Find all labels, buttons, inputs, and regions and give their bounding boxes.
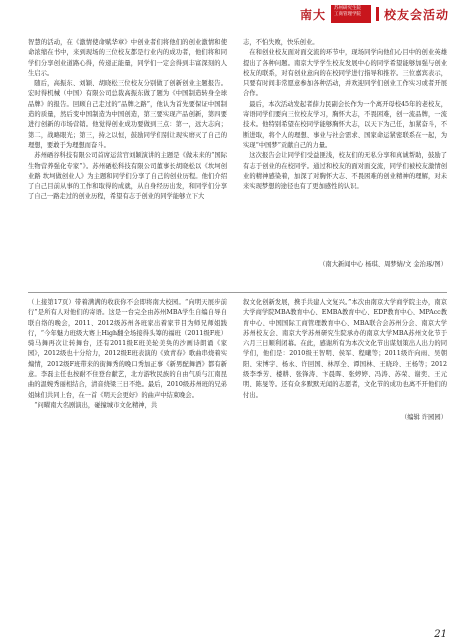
header-brand: 南大: [299, 7, 326, 22]
section-divider: [28, 292, 447, 293]
article-top-right-column: [243, 38, 447, 251]
header-logo: 苏州研究生院 工商管理学院: [331, 5, 371, 23]
header-section-title: 校友会活动: [383, 7, 449, 22]
paragraph: 在和创业校友面对面交流的环节中，现场同学向他们心目中的创业英雄提出了各种问题。南京大学学生校友发展中心的同学希望能够加强与创业校友的联系，对有创业意向的在校同学进行指导和推荐。三位嘉宾表示，只要有时间非常愿意参加各种活动，并欢迎同学们创业工作实习或者开展合作。: [243, 49, 447, 98]
page-number: 21: [434, 629, 447, 640]
paragraph: 随后，高振东、刘颖、胡晓松三位校友分别做了创新创业主题报告。宏时得机械（中国）有限公司总裁高振东做了题为《中国制造转身全球品牌》的报告。回顾自己走过的“品牌之路”，他认为首先要保证中国制造的质量，然后变中国制造为中国创造，第三要实现产品创新，第四要进行创新的市场营销。他觉得创业成功要做到三点：第一，远大志向；第二，战略眼光；第三，持之以恒，鼓励同学们别让现实磨灭了自己的理想，要敢于为理想而奋斗。: [28, 80, 227, 149]
paragraph: 叙文化创新发展，携手共建人文复兴。”本次由南京大学商学院主办，南京大学商学院MBA教育中心、EMBA教育中心、EDP教育中心、MPAcc教育中心、中国国际工商管理教育中心、MBA联合会苏州分会、南京大学苏州校友会、南京大学苏州研究生院承办的南京大学MBA苏州文化节于六月三日顺利闭幕。在此，感谢所有为本次文化节出谋划策出人出力的同学们，他们是：2010级王智明、侯军、程曦等；2011级许向雨、吴朝阳、宋博宇、杨永、许回国、林厚全、谭国林、王晓玲、王杨等；2012级李季芳、楼耕、张锋涛、卞晨晖、张婷婷、冯涛、苏荣、谢奕、王元明、陈旻等。还有众多默默无闻的志愿者，文化节的成功也离不开他们的付出。: [243, 299, 447, 399]
paragraph: （上接第17页）带着满满的收获你不会即将南大校园。“向明天展步前行”是所有人对他们的寄语。这是一台完全由苏州MBA学生自编自导自联自络的晚会，2011、2012级苏州各班家出着家节目为师兄师姐践行，“今年魅力班级大赛上High翻全场接得头筹的福班（2011级F班）骑马舞再次让转舞台，还有2011级E班美轮美奂的沙画诗朗诵《家园》，2012级也十分给力，2012级E班表演的《致青春》歌曲串烧着实煽情，2012级F班带来的街舞秀的晚口秀加正事《新男配舞酒》都有新意。李磊主任也按耐不住登台献艺，北方游牧民族的自由气质与江南昆曲的温婉秀丽相结合，清音绕梁三日不绝。最后，2010级苏州班的兄弟姐妹们共同上台，在一首《明天会更好》的曲声中结束晚会。: [28, 299, 227, 399]
paragraph: 这次报告会让同学们受益匪浅，校友们的无私分享和真诚帮助，鼓励了有志于创业的在校同学。通过和校友的面对面交流，同学们被校友激情创业的精神感染着，加深了对胸怀大志、不畏困难的创业精神的理解，对未来实现梦想的途径也有了更加感性的认识。: [243, 152, 447, 191]
article-credit: （南大新闻中心 杨琪、周梦婧/文 金治琢/图）: [319, 261, 447, 268]
page-header: [300, 4, 449, 24]
paragraph: 智慧的活动，在《激情使命赋华章》中创业者们将他们的创业激情和使命浓缩在书中，来到现场的三位校友都是行业内的成功者，他们将和同学们分享创业道路心得，传递正能量，同学们一定会得到丰富深刻的人生启示。: [28, 39, 227, 77]
paragraph: 最后，本次活动发起者薛力民副会长作为一个离开母校45年的老校友，寄语同学们要向三位校友学习，胸怀大志，不畏困难，创一流品牌，一流技术。他特别希望在校同学能够胸怀大志，以天下为己任，加紧奋斗，不断进取，将个人的理想、事业与社会需求、国家命运紧密联系在一起，为实现“中国梦”贡献自己的力量。: [243, 100, 447, 149]
paragraph: 苏州硒谷科技有限公司首席运营官刘颖演讲的主题是《做未来的“国际生物营养强化专家”》。苏州硒松科技有限公司董事长胡晓松以《坎坷创业路 坎坷做创业人》为主题和同学们分享了自己的创业历程。他们介绍了自己目前从事的工作和取得的成就，从自身经历出发，和同学们分享了自己一路走过的创业历程，希望有志于创业的同学能够立下大: [28, 152, 227, 201]
paragraph: 志，不怕失败，快乐创业。: [243, 39, 319, 46]
article-bottom-left-column: [28, 298, 227, 624]
article-top-credit-block: [243, 258, 447, 270]
editor-credit: （编辑 许园园）: [400, 413, 447, 421]
article-bottom-right-column: [243, 298, 447, 624]
paragraph: “问曜南大名剧演出，碰撞城市文化精神，共: [34, 401, 158, 409]
article-top-left-column: [28, 38, 227, 260]
header-divider: [376, 7, 379, 21]
